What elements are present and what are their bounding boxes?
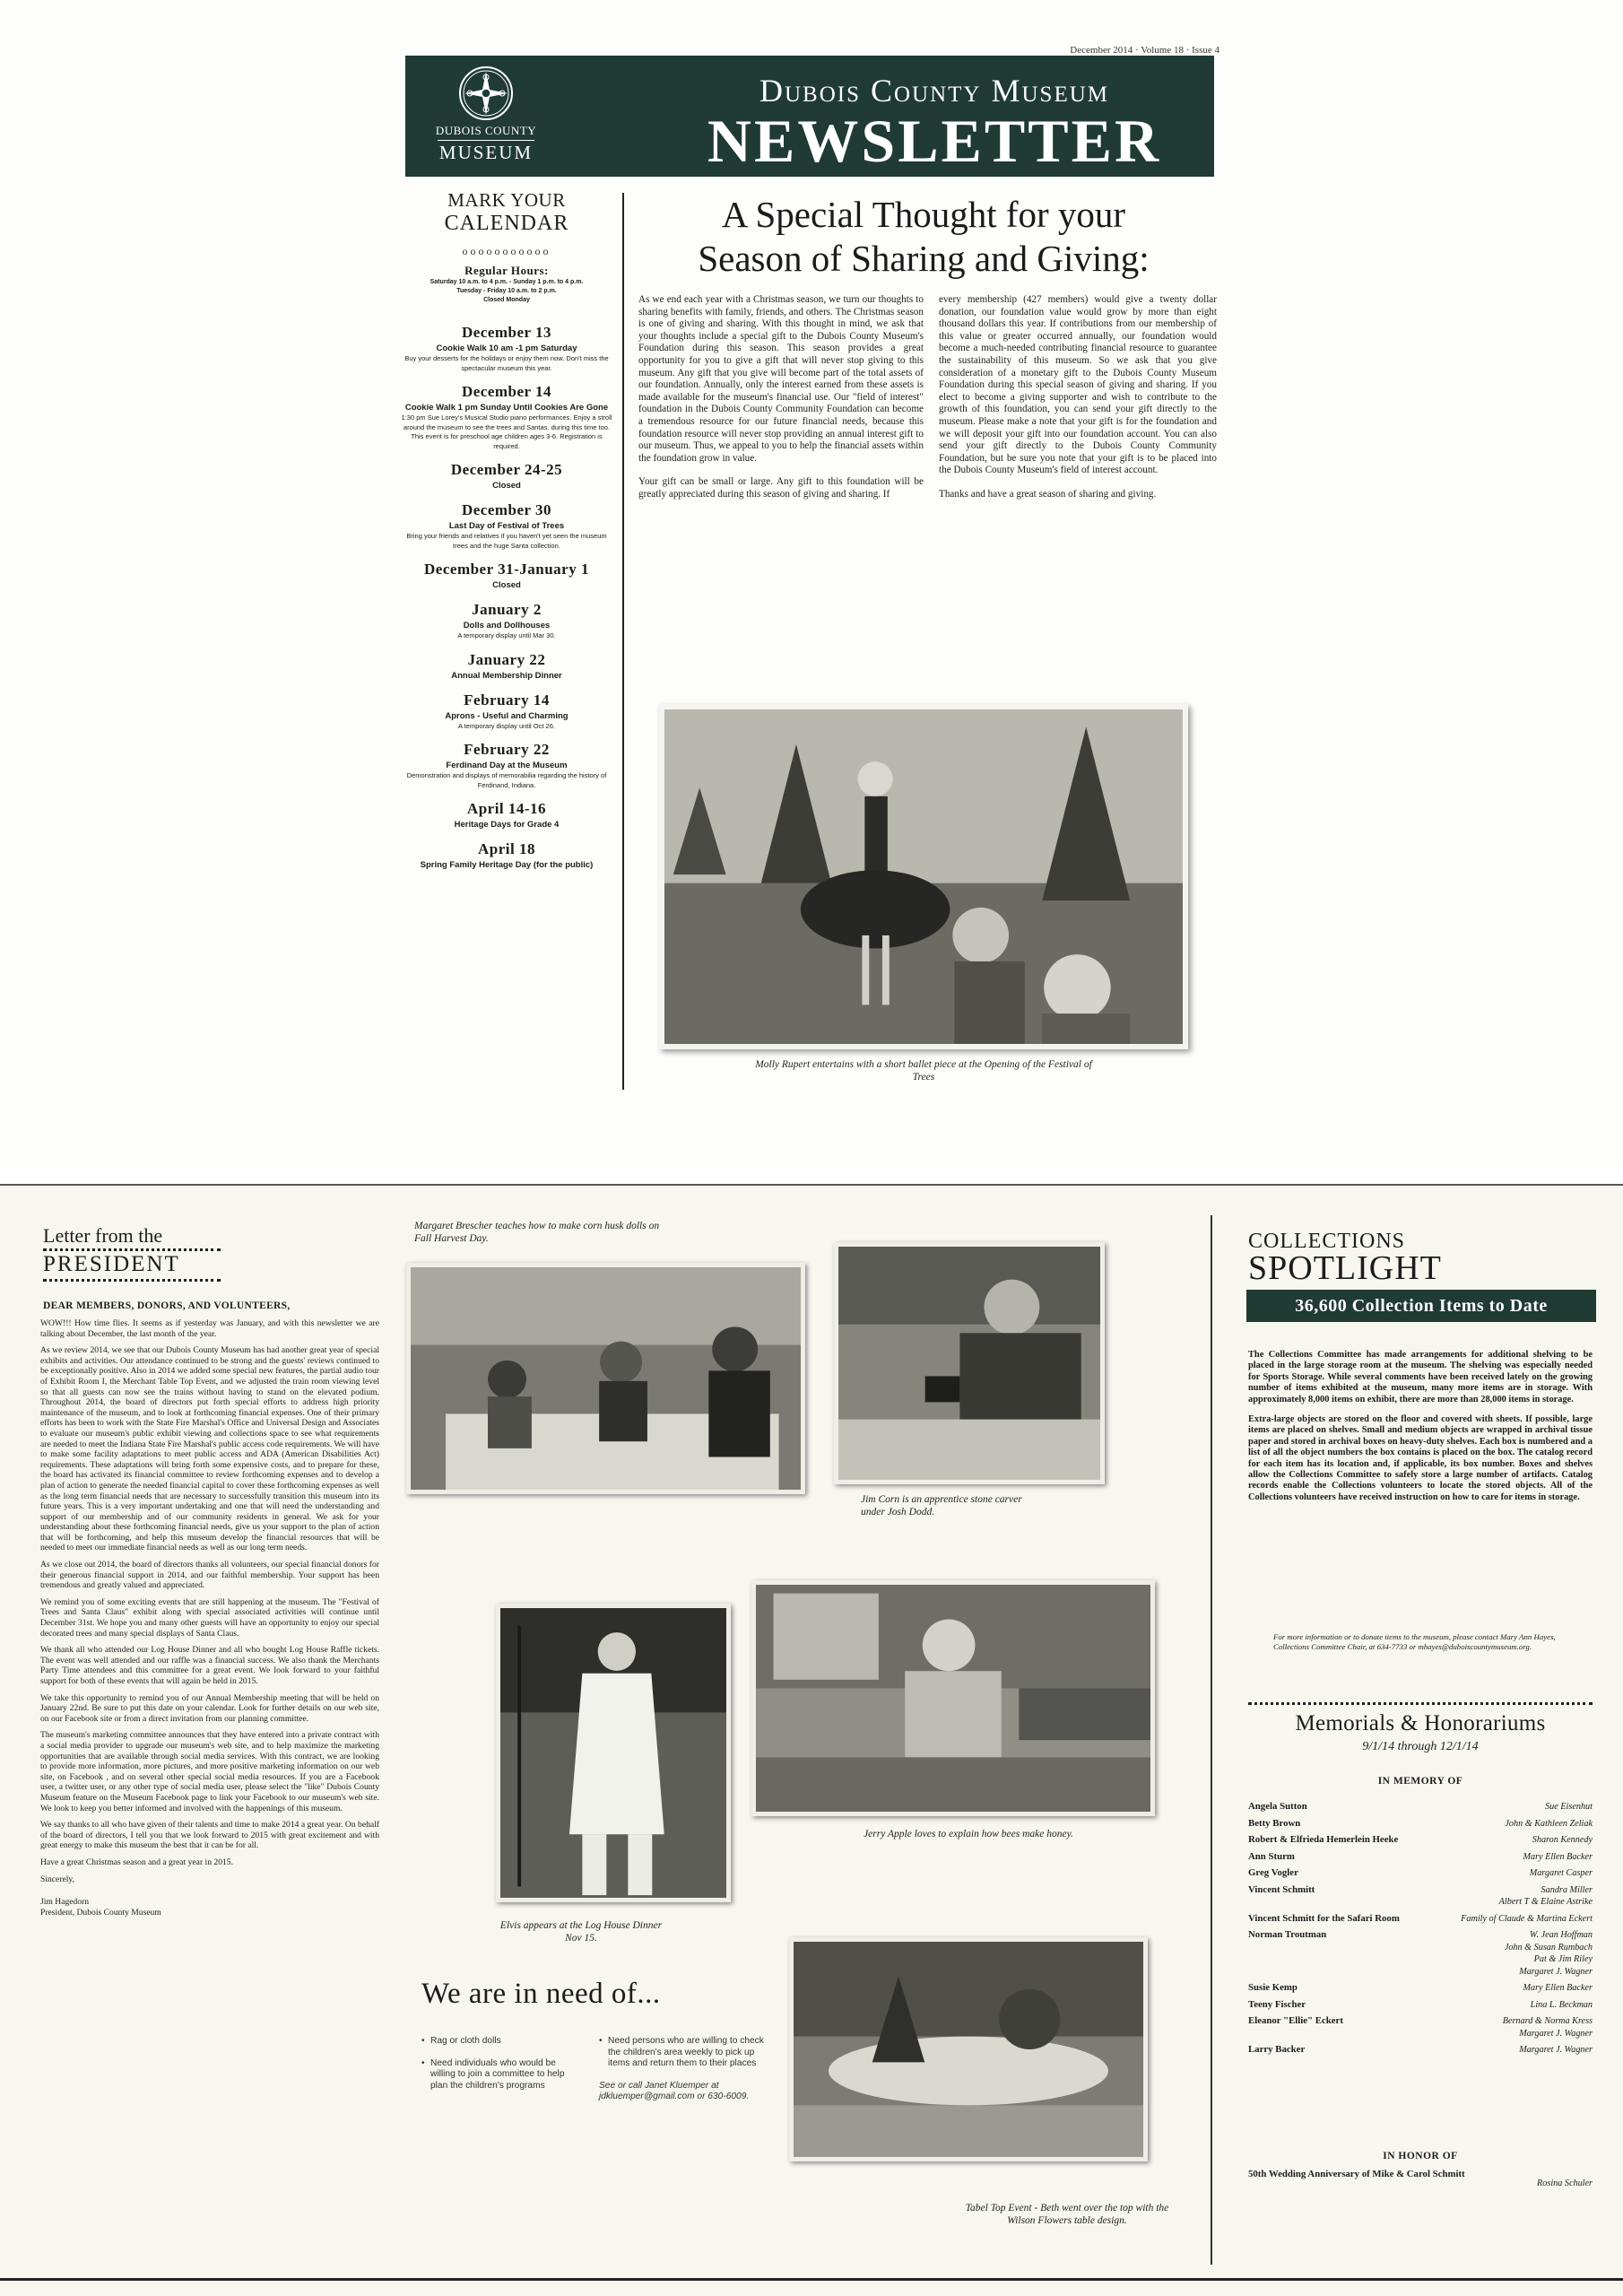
event-date: April 18 (478, 840, 535, 857)
collections-heading: COLLECTIONS (1248, 1230, 1405, 1253)
memorial-donor: Margaret Casper (1529, 1868, 1593, 1878)
event-desc: Buy your desserts for the holidays or enjoy them now. Don't miss the spectacular museum this year. (404, 354, 609, 372)
collections-paragraph: Extra-large objects are stored on the floor and covered with sheets. If possible, large items are placed on shelves. Small and medium objects are wrapped in archival tissue paper and stored in archival boxes on heavy-duty shelves. Each box is numbered and a list of all the object numbers the box contains is placed on the box. The catalog record for each item has its location and, if applicable, its box number. Boxes and shelves allow the Collections Committee to safely store a large number of artifacts. Catalog records enable the Collections volunteers to locate the stored objects. All of the Collections volunteers have received instruction on how to care for items in storage. (1248, 1414, 1593, 1502)
elvis-photo-image (500, 1608, 726, 1898)
event-title: Spring Family Heritage Day (for the public) (420, 860, 594, 870)
event-title: Heritage Days for Grade 4 (454, 820, 560, 830)
event-date: February 14 (464, 691, 550, 709)
memorial-name: Angela Sutton (1248, 1801, 1307, 1812)
column-divider (622, 193, 624, 1090)
feature-paragraph: As we end each year with a Christmas season, we turn our thoughts to sharing benefits with family, friends, and others. The Christmas season is one of giving and sharing. With this thought in mind, we ask that your thoughts include a special gift to the Dubois County Museum's Foundation during this season. This season provides a great opportunity for you to give a gift that will never stop giving to this museum. Any gift that you give will become part of the total assets of our foundation. Annually, only the interest earned from these assets is made available for the museum's financial use. Our "field of interest" foundation in the Dubois County Community Foundation can become a tremendous resource for our future financial needs, because this foundation resource will never stop providing an annual interest gift to our museum. Thus, we appeal to you to help the financial assets within the foundation grow in value. (638, 294, 924, 464)
letter-paragraph: We say thanks to all who have given of their talents and time to make 2014 a great year. On behalf of the board of directors, I tell you that we look forward to 2015 with great excitement and with great energy to make this museum the best that it can be for all. (40, 1820, 379, 1851)
event-date: April 14-16 (466, 800, 547, 817)
photo-caption: Elvis appears at the Log House Dinner Nov 15. (499, 1920, 663, 1944)
stone-carver-photo (834, 1242, 1105, 1484)
letter-heading: Letter from the (43, 1224, 163, 1247)
ballet-photo (659, 704, 1188, 1049)
event-title: Last Day of Festival of Trees (448, 521, 565, 531)
memorial-donor: Family of Claude & Martina Eckert (1461, 1913, 1593, 1924)
spotlight-heading: SPOTLIGHT (1248, 1249, 1442, 1287)
memorial-name: Vincent Schmitt for the Safari Room (1248, 1912, 1400, 1924)
calendar-sidebar (399, 188, 614, 880)
feature-paragraph: Your gift can be small or large. Any gift to this foundation will be greatly appreciated during this season of giving and sharing. If (638, 476, 924, 500)
memorial-name: Robert & Elfrieda Hemerlein Heeke (1248, 1834, 1399, 1845)
letter-salutation: DEAR MEMBERS, DONORS, AND VOLUNTEERS, (43, 1300, 291, 1311)
photo-caption: Jim Corn is an apprentice stone carver under Josh Dodd. (861, 1494, 1022, 1518)
memorial-name: Norman Troutman (1248, 1929, 1327, 1940)
collections-body (1248, 1350, 1593, 1512)
hours-text (399, 278, 614, 305)
event-title: Dolls and Dollhouses (463, 621, 551, 631)
needs-item: • Rag or cloth dolls (421, 2036, 583, 2048)
honor-row (1248, 2169, 1593, 2190)
feature-title-line: Season of Sharing and Giving: (698, 238, 1150, 279)
masthead-title: Dubois County Museum (759, 73, 1110, 109)
event-desc: Bring your friends and relatives if you haven't yet seen the museum trees and the huge Santa collection. (406, 532, 607, 550)
memorial-name: Betty Brown (1248, 1817, 1301, 1829)
memorial-row (1248, 1929, 1593, 1978)
event-title: Closed (492, 580, 521, 590)
feature-paragraph: every membership (427 members) would give a twenty dollar donation, our foundation value would grow by more than eight thousand dollars this year. If contributions from our membership of this value or greater occurred annually, our foundation would become a much-needed contributing financial resource to guarantee the sustainability of this museum. So we ask that you give consideration of a monetary gift to the Dubois County Museum Foundation during this special season of giving and sharing. If you elect to become a giving supporter and wish to contribute to the growth of this foundation, you can send your gift directly to the museum. Please make a note that your gift is for the foundation and we will deposit your gift into our foundation account. You can also send your gift directly to the Dubois County Community Foundation, but be sure you note that your gift is to be placed into the Dubois County Museum's field of interest account. (939, 294, 1217, 476)
memorial-row (1248, 1913, 1593, 1926)
in-honor-list (1248, 2169, 1593, 2195)
issue-line: December 2014 · Volume 18 · Issue 4 (1070, 45, 1219, 56)
beekeeper-photo (751, 1580, 1155, 1816)
needs-list-left (421, 2036, 583, 2102)
in-memory-label: IN MEMORY OF (1377, 1776, 1463, 1787)
event-date: December 31-January 1 (424, 561, 589, 578)
memorials-date-range: 9/1/14 through 12/1/14 (1362, 1740, 1479, 1753)
letter-paragraph: Have a great Christmas season and a great year in 2015. (40, 1857, 233, 1867)
calendar-event (399, 691, 614, 732)
needs-contact: See or call Janet Kluemper at jdkluemper@gmail.com or 630-6009. (599, 2080, 750, 2101)
memorial-row (1248, 1867, 1593, 1880)
elvis-photo (496, 1604, 731, 1902)
event-title: Ferdinand Day at the Museum (446, 761, 568, 770)
memorial-row (1248, 1834, 1593, 1847)
memorial-row (1248, 1851, 1593, 1864)
corn-husk-doll-photo (406, 1263, 805, 1494)
memorial-donor: Margaret J. Wagner (1519, 2045, 1593, 2055)
memorial-name: Larry Backer (1248, 2044, 1306, 2055)
corn-husk-photo-image (411, 1267, 801, 1490)
calendar-event (399, 460, 614, 491)
compass-rose-icon (457, 65, 515, 122)
hours-line: Tuesday - Friday 10 a.m. to 2 p.m. (456, 288, 557, 294)
letter-paragraph: As we review 2014, we see that our Dubois County Museum has had another great year of special exhibits and activities. Our attendance continued to be strong and the guests' reviews continued to be exceptionally positive. Also in 2014 we added some special new features, the partial audio tour of Exhibit Room I, the Merchant Table Top Event, and we adjusted the train room viewing level so that all guests can now see the trains without having to stand on the elevated podium. Throughout 2014, the board of directors put forth special efforts to address high priority maintenance of the museum, and to look at forthcoming financial expenses. One of their primary efforts has been to work with the State Fire Marshal's Office and Universal Design and Associates to evaluate our museum's public exhibit viewing and collections space to see what requirements are needed to meet the Indiana State Fire Marshal's public access code requirements. We will have to make some facility adaptations to meet public access and ADA (American Disabilities Act) requirements. These adaptations will bring forth some expensive costs, and to prepare for these, the board has activated its financial committee to review forthcoming expenses and to develop a plan of action to generate the needed financial capital to cover these forthcoming expenses as well as the long term financial needs that are necessary to successfully transition this museum into its future years. This is a very important undertaking and one that will need the understanding and support of our membership and of our community residents in general. We ask for your understanding about these forthcoming financial needs, give us your support to the plan of action that will be forthcoming, and help this museum develop the financial resources that will be needed to meet our immediate financial needs as well as our long term needs. (40, 1345, 379, 1553)
letter-body (40, 1318, 379, 1918)
feature-title (632, 193, 1215, 281)
hours-line: Saturday 10 a.m. to 4 p.m. - Sunday 1 p.m. to 4 p.m. (430, 279, 584, 285)
event-date: December 30 (461, 501, 552, 518)
calendar-event (399, 839, 614, 871)
calendar-heading-2: CALENDAR (444, 212, 569, 235)
calendar-heading-1: MARK YOUR (447, 189, 566, 211)
memorial-donor: Mary Ellen Backer (1523, 1983, 1593, 1993)
calendar-event (399, 600, 614, 641)
event-desc: A temporary display until Oct 26. (458, 721, 555, 730)
memorial-donor: Sharon Kennedy (1532, 1835, 1593, 1845)
feature-paragraph: Thanks and have a great season of sharing and giving. (939, 488, 1157, 500)
table-top-event-photo (789, 1937, 1148, 2161)
event-title: Cookie Walk 10 am -1 pm Saturday (436, 344, 577, 353)
collection-count-banner: 36,600 Collection Items to Date (1246, 1290, 1596, 1322)
event-date: January 22 (467, 650, 546, 668)
memorial-donor: W. Jean Hoffman John & Susan Rumbach Pat & Jim Riley Margaret J. Wagner (1504, 1930, 1593, 1977)
event-date: December 24-25 (450, 461, 563, 478)
letter-paragraph: As we close out 2014, the board of directors thanks all volunteers, our special financial donors for their generous financial support in 2014, and our faithful membership. Your support has been tremendous and greatly valued and appreciated. (40, 1560, 379, 1591)
event-date: January 2 (472, 601, 542, 618)
ballet-photo-image (664, 709, 1183, 1044)
memorial-name: Greg Vogler (1248, 1867, 1298, 1878)
letter-paragraph: WOW!!! How time flies. It seems as if yesterday was January, and with this newsletter we are talking about December, the last month of the year. (40, 1318, 379, 1339)
page-edge (0, 2278, 1623, 2281)
dotted-rule (43, 1279, 221, 1282)
memorials-title: Memorials & Honorariums (1295, 1711, 1546, 1735)
hours-title: Regular Hours: (464, 264, 549, 277)
event-date: December 14 (461, 383, 552, 400)
letter-paragraph: We remind you of some exciting events that are still happening at the museum. The "Festival of Trees and Santa Claus" exhibit along with special associated activities will continue until December 31st. We hope you and many other guests will have an opportunity to enjoy our special decorated trees and many special displays of Santa Claus. (40, 1596, 379, 1639)
signature-title: President, Dubois County Museum (40, 1907, 161, 1918)
memorial-donor: Lina L. Beckman (1530, 1999, 1593, 2010)
stone-carver-photo-image (838, 1247, 1100, 1480)
memorial-name: Teeny Fischer (1248, 1998, 1306, 2010)
feature-column-1 (638, 294, 924, 513)
letter-paragraph: We thank all who attended our Log House Dinner and all who bought Log House Raffle tickets. The event was well attended and our raffle was a financial success. We also thank the Merchants Party Time attendees and this committee for a great event. We look forward to your faithful support for both of these events that will again be held in 2015. (40, 1645, 379, 1686)
memorial-row (1248, 2044, 1593, 2057)
ballet-photo-caption: Molly Rupert entertains with a short ballet piece at the Opening of the Festival of Trees (755, 1059, 1092, 1083)
table-top-photo-image (794, 1942, 1143, 2157)
photo-caption: Tabel Top Event - Beth went over the top with the Wilson Flowers table design. (965, 2203, 1169, 2226)
calendar-dots: ooooooooooo (462, 245, 551, 257)
logo-text-museum: MUSEUM (438, 142, 534, 163)
event-desc: A temporary display until Mar 30. (457, 631, 556, 639)
needs-list-right (599, 2036, 778, 2103)
masthead (405, 56, 1214, 177)
calendar-event (399, 799, 614, 831)
event-title: Cookie Walk 1 pm Sunday Until Cookies Are Gone (404, 403, 609, 413)
masthead-newsletter: NEWSLETTER (707, 107, 1162, 175)
memorial-row (1248, 1999, 1593, 2012)
letter-paragraph: We take this opportunity to remind you of our Annual Membership meeting that will be held on January 22nd. Be sure to put this date on your calendar. Look for further details on our web site, on our Facebook site or from a direct invitation from our planning committee. (40, 1692, 379, 1724)
in-memory-list (1248, 1801, 1593, 2061)
event-title: Aprons - Useful and Charming (445, 710, 568, 721)
collections-paragraph: The Collections Committee has made arrangements for additional shelving to be placed in the large storage room at the museum. The shelving was especially needed for Sports Storage. While several comments have been received lately on the growing number of items exhibited at the museum, many more items are in storage. With approximately 8,000 items on exhibit, there are more than 28,000 items in storage. (1248, 1350, 1593, 1405)
hours-line: Closed Monday (483, 297, 530, 303)
event-date: February 22 (464, 741, 550, 758)
museum-logo (423, 65, 549, 170)
feature-column-2 (939, 294, 1217, 513)
letter-paragraph: Sincerely, (40, 1874, 75, 1884)
photo-caption: Margaret Brescher teaches how to make corn husk dolls on Fall Harvest Day. (414, 1221, 660, 1244)
memorial-row (1248, 1982, 1593, 1995)
feature-title-line: A Special Thought for your (721, 194, 1126, 235)
memorial-name: Eleanor "Ellie" Eckert (1248, 2015, 1343, 2026)
memorial-donor: Bernard & Norma Kress Margaret J. Wagner (1502, 2016, 1593, 2039)
memorial-row (1248, 2015, 1593, 2039)
calendar-event (399, 323, 614, 373)
beekeeper-photo-image (756, 1585, 1150, 1812)
needs-item: • Need persons who are willing to check the children's area weekly to pick up items and return them to their places (599, 2036, 778, 2070)
letter-paragraph: The museum's marketing committee announces that they have entered into a private contract with a social media provider to upgrade our museum's web site, and to help maximize the marketing opportunities that are available through social media services. With this contract, we are looking to provide more information, more pictures, and more positive marketing information on our web site, on Facebook , and on several other special social media resources. If you are a Facebook user, a twitter user, or any other type of social media user, please select the "like" Dubois County Museum feature on the Museum Facebook page to link your Facebook to our museum's web site. We look to keep you better informed and involved with the happenings of this museum. (40, 1730, 379, 1813)
page-edge (0, 1184, 1623, 1186)
dotted-rule (43, 1248, 221, 1251)
dotted-rule (1248, 1702, 1593, 1705)
calendar-event (399, 560, 614, 591)
event-desc: Demonstration and displays of memorabilia regarding the history of Ferdinand, Indiana. (406, 771, 607, 789)
memorial-donor: Sandra Miller Albert T & Elaine Astrike (1498, 1884, 1593, 1907)
letter-heading-president: PRESIDENT (43, 1252, 180, 1276)
logo-text-county: DUBOIS COUNTY (435, 124, 537, 137)
memorial-row (1248, 1818, 1593, 1831)
photo-caption: Jerry Apple loves to explain how bees make honey. (864, 1829, 1073, 1839)
event-date: December 13 (461, 324, 552, 341)
honor-donor: Rosina Schuler (1537, 2179, 1593, 2188)
memorial-donor: Sue Eisenhut (1545, 1802, 1593, 1812)
calendar-event (399, 650, 614, 682)
signature-name: Jim Hagedorn (40, 1897, 90, 1908)
column-divider (1211, 1215, 1212, 2265)
newsletter-page-2 (0, 1184, 1623, 2296)
memorial-donor: Mary Ellen Backer (1523, 1851, 1593, 1862)
event-title: Annual Membership Dinner (451, 670, 562, 681)
event-desc: 1:30 pm Sue Lorey's Musical Studio piano performances. Enjoy a stroll around the museum to see the trees and Santas. during this time too. This event is for preschool age children ages 3-6. Registration is required. (401, 413, 612, 450)
memorial-row (1248, 1801, 1593, 1813)
calendar-event (399, 382, 614, 451)
needs-title: We are in need of... (421, 1978, 661, 2010)
collections-contact-note: For more information or to donate items to the museum, please contact Mary Ann Hayes, Collections Committee Chair, at 634-7733 or mhayes@duboiscountymuseum.org. (1273, 1632, 1556, 1651)
memorial-donor: John & Kathleen Zeliak (1505, 1818, 1593, 1829)
memorial-name: Vincent Schmitt (1248, 1883, 1315, 1895)
honor-name: 50th Wedding Anniversary of Mike & Carol Schmitt (1248, 2169, 1465, 2179)
calendar-event (399, 740, 614, 790)
memorial-row (1248, 1884, 1593, 1909)
needs-item: • Need individuals who would be willing to join a committee to help plan the children's programs (421, 2058, 583, 2092)
in-honor-label: IN HONOR OF (1383, 2151, 1458, 2161)
calendar-event (399, 500, 614, 551)
memorial-name: Susie Kemp (1248, 1982, 1298, 1993)
memorial-name: Ann Sturm (1248, 1850, 1295, 1862)
event-title: Closed (492, 481, 521, 491)
